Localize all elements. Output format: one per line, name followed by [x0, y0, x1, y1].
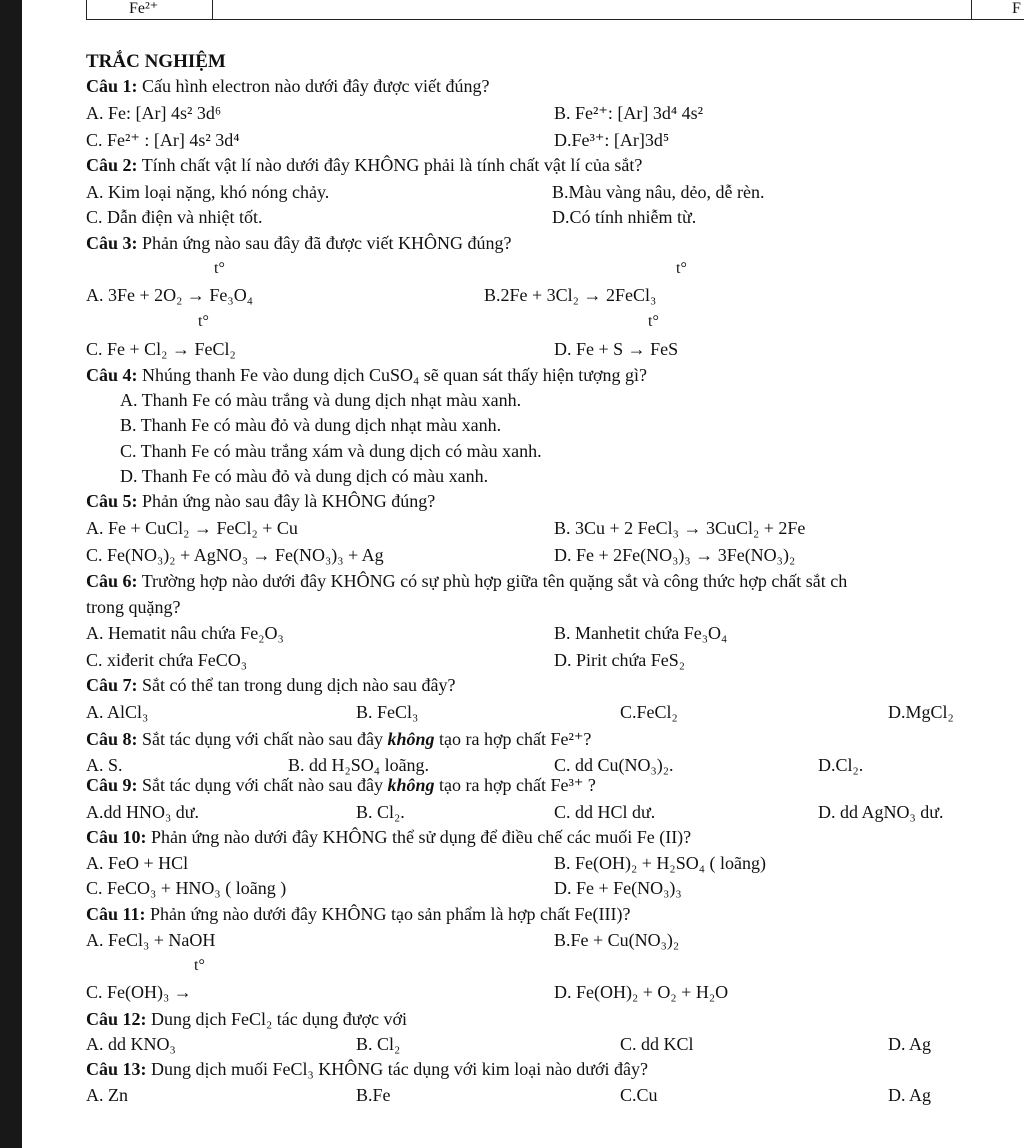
- question-9: Câu 9: Sắt tác dụng với chất nào sau đây không tạo ra hợp chất Fe³⁺ ?: [86, 775, 596, 795]
- q5-option-c: C. Fe(NO₃)₂ + AgNO₃ → Fe(NO₃)₃ + Ag: [86, 545, 384, 565]
- question-10: Câu 10: Phản ứng nào dưới đây KHÔNG thể sử dụng để điều chế các muối Fe (II)?: [86, 827, 692, 847]
- question-2: Câu 2: Tính chất vật lí nào dưới đây KHÔNG phải là tính chất vật lí của sắt?: [86, 155, 643, 175]
- q11-option-d: D. Fe(OH)₂ + O₂ + H₂O: [554, 982, 729, 1002]
- q11-option-c: C. Fe(OH)₃ →: [86, 982, 192, 1002]
- q4-option-d: D. Thanh Fe có màu đỏ và dung dịch có màu xanh.: [120, 466, 489, 486]
- header-cell-middle: [212, 0, 972, 20]
- q13-option-a: A. Zn: [86, 1085, 128, 1105]
- q8-option-c: C. dd Cu(NO₃)₂.: [554, 755, 674, 775]
- question-3: Câu 3: Phản ứng nào sau đây đã được viết KHÔNG đúng?: [86, 233, 512, 253]
- question-6: Câu 6: Trường hợp nào dưới đây KHÔNG có sự phù hợp giữa tên quặng sắt và công thức hợp chất sắt ch: [86, 571, 848, 591]
- q5-option-a: A. Fe + CuCl₂ → FeCl₂ + Cu: [86, 518, 298, 538]
- question-1: Câu 1: Cấu hình electron nào dưới đây được viết đúng?: [86, 76, 490, 96]
- q2-option-c: C. Dẫn điện và nhiệt tốt.: [86, 207, 263, 227]
- q12-option-b: B. Cl₂: [356, 1034, 401, 1054]
- dark-left-edge: [0, 0, 22, 1148]
- q10-option-d: D. Fe + Fe(NO₃)₃: [554, 878, 682, 898]
- q8-option-d: D.Cl₂.: [818, 755, 864, 775]
- q7-option-c: C.FeCl₂: [620, 702, 678, 722]
- q13-option-d: D. Ag: [888, 1085, 932, 1105]
- q11-option-a: A. FeCl₃ + NaOH: [86, 930, 216, 950]
- q9-option-a: A.dd HNO₃ dư.: [86, 802, 200, 822]
- q6-option-a: A. Hematit nâu chứa Fe₂O₃: [86, 623, 284, 643]
- q9-option-b: B. Cl₂.: [356, 802, 405, 822]
- q6-option-d: D. Pirit chứa FeS₂: [554, 650, 686, 670]
- q10-option-a: A. FeO + HCl: [86, 853, 189, 873]
- q9-option-d: D. dd AgNO₃ dư.: [818, 802, 944, 822]
- q2-option-d: D.Có tính nhiễm từ.: [552, 207, 697, 227]
- q12-option-a: A. dd KNO₃: [86, 1034, 176, 1054]
- q9-option-c: C. dd HCl dư.: [554, 802, 656, 822]
- q7-option-a: A. AlCl₃: [86, 702, 149, 722]
- q3-option-d: D. Fe + S → FeS: [554, 339, 679, 359]
- q3-option-a: A. 3Fe + 2O₂ → Fe₃O₄: [86, 285, 253, 305]
- question-13: Câu 13: Dung dịch muối FeCl₃ KHÔNG tác dụng với kim loại nào dưới đây?: [86, 1059, 649, 1079]
- q1-option-b: B. Fe²⁺: [Ar] 3d⁴ 4s²: [554, 103, 704, 123]
- q2-option-b: B.Màu vàng nâu, dẻo, dễ rèn.: [552, 182, 765, 202]
- q7-option-b: B. FeCl₃: [356, 702, 419, 722]
- page-title: TRẮC NGHIỆM: [86, 51, 226, 72]
- q3-b-condition: t°: [676, 260, 687, 277]
- q10-option-c: C. FeCO₃ + HNO₃ ( loãng ): [86, 878, 287, 898]
- q11-c-condition: t°: [194, 957, 205, 974]
- question-11: Câu 11: Phản ứng nào dưới đây KHÔNG tạo sản phẩm là hợp chất Fe(III)?: [86, 904, 631, 924]
- question-7: Câu 7: Sắt có thể tan trong dung dịch nào sau đây?: [86, 675, 456, 695]
- q3-a-condition: t°: [214, 260, 225, 277]
- q3-d-condition: t°: [648, 313, 659, 330]
- q1-option-c: C. Fe²⁺ : [Ar] 4s² 3d⁴: [86, 130, 240, 150]
- question-12: Câu 12: Dung dịch FeCl₂ tác dụng được với: [86, 1009, 408, 1029]
- q3-c-condition: t°: [198, 313, 209, 330]
- q13-option-c: C.Cu: [620, 1085, 658, 1105]
- question-5: Câu 5: Phản ứng nào sau đây là KHÔNG đúng?: [86, 491, 436, 511]
- question-4: Câu 4: Nhúng thanh Fe vào dung dịch CuSO₄ sẽ quan sát thấy hiện tượng gì?: [86, 365, 647, 385]
- q4-option-c: C. Thanh Fe có màu trắng xám và dung dịch có màu xanh.: [120, 441, 542, 461]
- header-cell-right: [971, 0, 1024, 20]
- header-cell-left: [86, 0, 213, 20]
- question-6-continued: trong quặng?: [86, 597, 181, 617]
- q12-option-c: C. dd KCl: [620, 1034, 694, 1054]
- q11-option-b: B.Fe + Cu(NO₃)₂: [554, 930, 680, 950]
- q8-option-b: B. dd H₂SO₄ loãng.: [288, 755, 430, 775]
- q6-option-c: C. xiđerit chứa FeCO₃: [86, 650, 248, 670]
- header-left-text: Fe²⁺: [129, 0, 159, 17]
- q12-option-d: D. Ag: [888, 1034, 932, 1054]
- q4-option-a: A. Thanh Fe có màu trắng và dung dịch nhạt màu xanh.: [120, 390, 522, 410]
- q10-option-b: B. Fe(OH)₂ + H₂SO₄ ( loãng): [554, 853, 766, 873]
- q13-option-b: B.Fe: [356, 1085, 391, 1105]
- q7-option-d: D.MgCl₂: [888, 702, 954, 722]
- q8-option-a: A. S.: [86, 755, 123, 775]
- q6-option-b: B. Manhetit chứa Fe₃O₄: [554, 623, 728, 643]
- q5-option-d: D. Fe + 2Fe(NO₃)₃ → 3Fe(NO₃)₂: [554, 545, 796, 565]
- q2-option-a: A. Kim loại nặng, khó nóng chảy.: [86, 182, 330, 202]
- q5-option-b: B. 3Cu + 2 FeCl₃ → 3CuCl₂ + 2Fe: [554, 518, 806, 538]
- header-right-text: F: [1012, 0, 1021, 17]
- question-8: Câu 8: Sắt tác dụng với chất nào sau đây không tạo ra hợp chất Fe²⁺?: [86, 729, 592, 749]
- q3-option-b: B.2Fe + 3Cl₂ → 2FeCl₃: [484, 285, 657, 305]
- q4-option-b: B. Thanh Fe có màu đỏ và dung dịch nhạt màu xanh.: [120, 415, 502, 435]
- q1-option-a: A. Fe: [Ar] 4s² 3d⁶: [86, 103, 222, 123]
- q1-option-d: D.Fe³⁺: [Ar]3d⁵: [554, 130, 670, 150]
- q3-option-c: C. Fe + Cl₂ → FeCl₂: [86, 339, 236, 359]
